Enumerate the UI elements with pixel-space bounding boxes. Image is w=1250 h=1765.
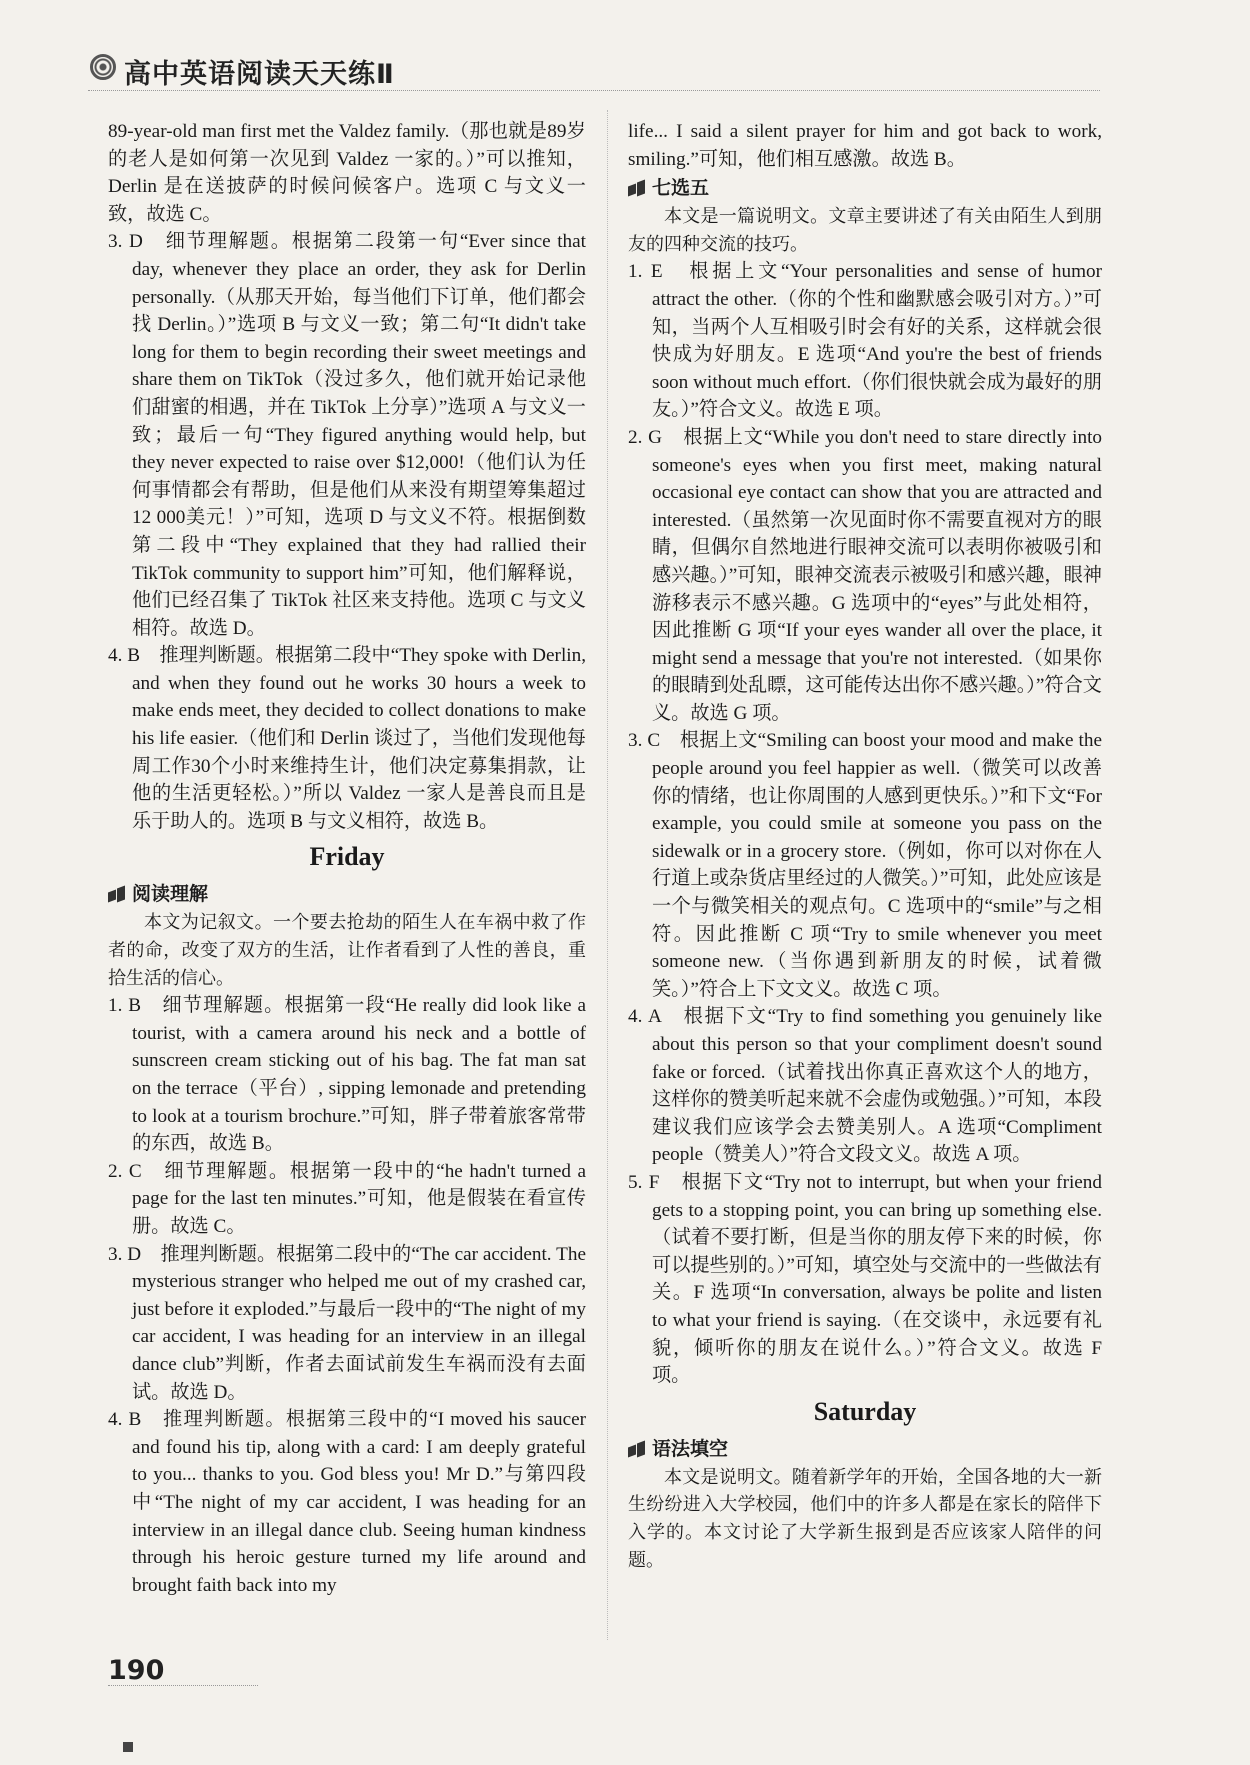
passage-summary: 本文是一篇说明文。文章主要讲述了有关由陌生人到朋友的四种交流的技巧。 xyxy=(628,206,1102,255)
right-column xyxy=(628,118,1102,1574)
answer-explanation: 1. B 细节理解题。根据第一段“He really did look like a tourist, with a camera around his neck and a bottle of sunscreen cream sticking out of his bag. The fat man sat on the terrace（平台）, sipping lemonade and pretending to look at a tourism brochure.”可知，胖子带着旅客常带的东西，故选 B。 xyxy=(108,995,586,1155)
answer-explanation: 4. B 推理判断题。根据第二段中“They spoke with Derlin, and when they found out he works 30 hours a week to make ends meet, they decided to collect donations to make his life easier.（他们和 Derlin 谈过了，当他们发现他每周工作30个小时来维持生计，他们决定募集捐款，让他的生活更轻松。）”所以 Valdez 一家人是善良而且是乐于助人的。选项 B 与文义相符，故选 B。 xyxy=(108,645,586,832)
left-column xyxy=(108,118,586,1599)
answer-explanation: 3. C 根据上文“Smiling can boost your mood and make the people around you feel happier as well.（微笑可以改善你的情绪，也让你周围的人感到更快乐。）”和下文“For example, you could smile at someone you pass on the sidewalk or in a grocery store.（例如，你可以对你在人行道上或杂货店里经过的人微笑。）”可知，此处应该是一个与微笑相关的观点句。C 选项中的“smile”与之相符。因此推断 C 项“Try to smile whenever you meet someone new.（当你遇到新朋友的时候，试着微笑。）”符合上下文文义。故选 C 项。 xyxy=(628,730,1102,1000)
answer-explanation: 3. D 推理判断题。根据第二段中的“The car accident. The mysterious stranger who helped me out of my crashed car, just before it exploded.”与最后一段中的“The night of my car accident, I was heading for an interview in an illegal dance club”判断，作者去面试前发生车祸而没有去面试。故选 D。 xyxy=(108,1243,586,1403)
answer-explanation: 5. F 根据下文“Try not to interrupt, but when your friend gets to a stopping point, you can bring up something else.（试着不要打断，但是当你的朋友停下来的时候，你可以提些别的。）”可知，填空处与交流中的一些做法有关。F 选项“In conversation, always be polite and listen to what your friend is saying.（在交谈中，永远要有礼貌，倾听你的朋友在说什么。）”符合文义。故选 F 项。 xyxy=(628,1171,1102,1387)
day-heading: Friday xyxy=(309,842,385,872)
paragraph: 89-year-old man first met the Valdez family.（那也就是89岁的老人是如何第一次见到 Valdez 一家的。）”可以推知，Derlin 是在送披萨的时候问候客户。选项 C 与文义一致，故选 C。 xyxy=(108,121,586,225)
footer-square-mark xyxy=(123,1742,133,1752)
answer-explanation: 2. C 细节理解题。根据第一段中的“he hadn't turned a page for the last ten minutes.”可知，他是假装在看宣传册。故选 C。 xyxy=(108,1160,586,1237)
section-heading-label: 阅读理解 xyxy=(132,883,209,906)
section-marker-icon xyxy=(628,179,646,197)
book-logo-icon xyxy=(90,54,116,80)
passage-summary: 本文是说明文。随着新学年的开始，全国各地的大一新生纷纷进入大学校园，他们中的许多人都是在家长的陪伴下入学的。本文讨论了大学新生报到是否应该家人陪伴的问题。 xyxy=(628,1466,1102,1571)
section-marker-icon xyxy=(108,885,126,903)
section-heading-label: 语法填空 xyxy=(652,1437,729,1460)
answer-explanation: 2. G 根据上文“While you don't need to stare directly into someone's eyes when you first meet, making natural occasional eye contact can show that you are attracted and interested.（虽然第一次见面时你不需要直视对方的眼睛，但偶尔自然地进行眼神交流可以表明你被吸引和感兴趣。）”可知，眼神交流表示被吸引和感兴趣，眼神游移表示不感兴趣。G 选项中的“eyes”与此处相符，因此推断 G 项“If your eyes wander all over the place, it might send a message that you're not interested.（如果你的眼睛到处乱瞟，这可能传达出你不感兴趣。）”符合文义。故选 G 项。 xyxy=(628,426,1102,724)
section-heading xyxy=(628,173,1102,203)
answer-explanation: 1. E 根据上文“Your personalities and sense of humor attract the other.（你的个性和幽默感会吸引对方。）”可知，当两个人互相吸引时会有好的关系，这样就会很快成为好朋友。E 选项“And you're the best of friends soon without much effort.（你们很快就会成为最好的朋友。）”符合文义。故选 E 项。 xyxy=(628,261,1102,421)
section-marker-icon xyxy=(628,1440,646,1458)
answer-explanation: 4. B 推理判断题。根据第三段中的“I moved his saucer and found his tip, along with a card: I am deeply grateful to you... thanks to you. God bless you! Mr D.”与第四段中“The night of my car accident, I was heading for an interview in an illegal dance club. Seeing human kindness through his heroic gesture turned my life around and brought faith back into my xyxy=(108,1409,586,1596)
section-heading xyxy=(628,1434,1102,1464)
column-divider xyxy=(607,110,608,1640)
answer-explanation: 3. D 细节理解题。根据第二段第一句“Ever since that day, whenever they place an order, they ask for Derlin personally.（从那天开始，每当他们下订单，他们都会找 Derlin。）”选项 B 与文义一致；第二句“It didn't take long for them to begin recording their sweet meetings and share them on TikTok（没过多久，他们就开始记录他们甜蜜的相遇，并在 TikTok 上分享）”选项 A 与文义一致；最后一句“They figured anything would help, but they never expected to raise over $12,000!（他们认为任何事情都会有帮助，但是他们从来没有期望筹集超过12 000美元！）”可知，选项 D 与文义不符。根据倒数第二段中“They explained that they had rallied their TikTok community to support him”可知，他们解释说，他们已经召集了 TikTok 社区来支持他。选项 C 与文义相符。故选 D。 xyxy=(108,231,586,639)
section-heading-label: 七选五 xyxy=(652,177,710,200)
day-heading: Saturday xyxy=(813,1396,917,1426)
footer-rule xyxy=(108,1685,258,1686)
page-number: 190 xyxy=(108,1655,165,1686)
paragraph: life... I said a silent prayer for him and got back to work, smiling.”可知，他们相互感激。故选 B。 xyxy=(628,121,1102,170)
page-header xyxy=(88,52,1100,91)
book-title: 高中英语阅读天天练Ⅱ xyxy=(124,59,395,90)
section-heading xyxy=(108,879,586,909)
passage-summary: 本文为记叙文。一个要去抢劫的陌生人在车祸中救了作者的命，改变了双方的生活，让作者看到了人性的善良，重拾生活的信心。 xyxy=(108,912,586,989)
answer-explanation: 4. A 根据下文“Try to find something you genuinely like about this person so that your compliment doesn't sound fake or forced.（试着找出你真正喜欢这个人的地方，这样你的赞美听起来就不会虚伪或勉强。）”可知，本段建议我们应该学会去赞美别人。A 选项“Compliment people（赞美人）”符合文段文义。故选 A 项。 xyxy=(628,1006,1102,1166)
